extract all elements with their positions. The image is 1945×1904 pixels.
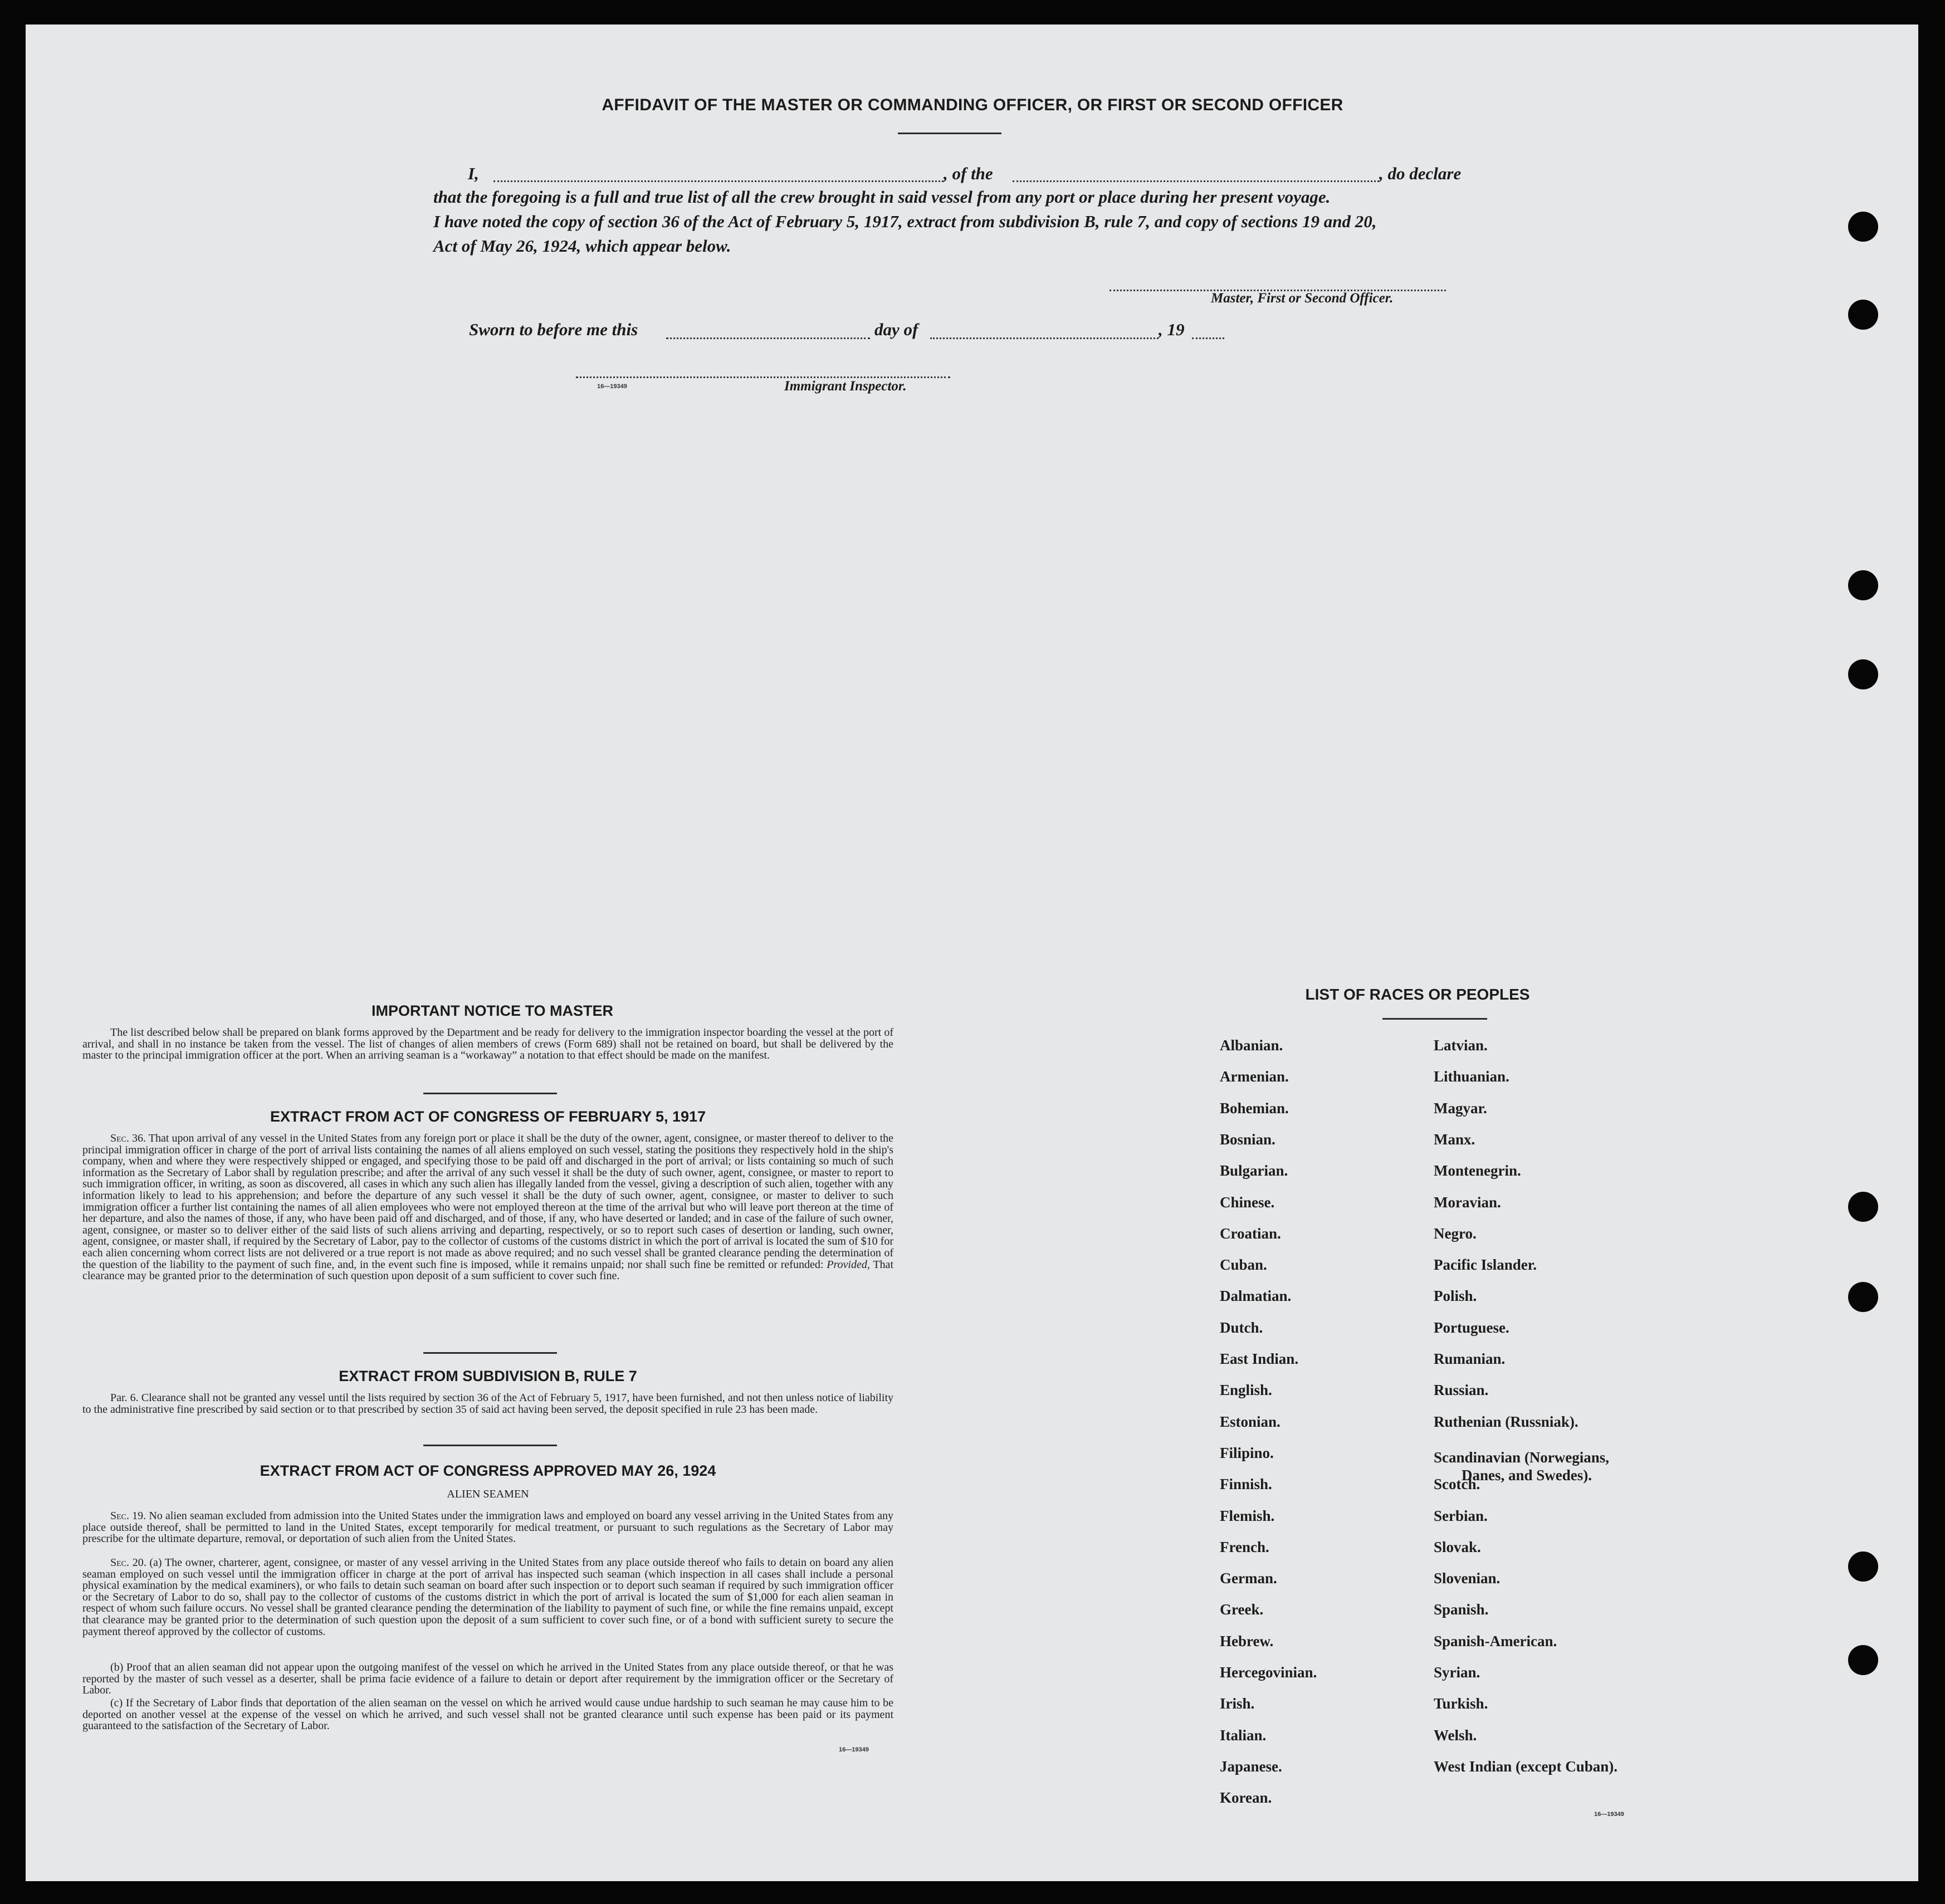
race-item: Japanese. bbox=[1220, 1758, 1282, 1775]
extract-1924-title: EXTRACT FROM ACT OF CONGRESS APPROVED MAY 26, 1924 bbox=[260, 1462, 716, 1479]
section-label: Sec. 20. bbox=[110, 1557, 146, 1569]
section-divider bbox=[423, 1093, 557, 1094]
sworn-prefix: Sworn to before me this bbox=[469, 320, 638, 339]
sworn-day-of: day of bbox=[874, 320, 918, 339]
section-divider bbox=[423, 1445, 557, 1446]
provided-word: Provided, bbox=[827, 1258, 870, 1271]
race-item: Hebrew. bbox=[1220, 1632, 1274, 1650]
rule-7-title: EXTRACT FROM SUBDIVISION B, RULE 7 bbox=[339, 1368, 637, 1384]
race-item: Syrian. bbox=[1434, 1664, 1480, 1681]
race-item: Bosnian. bbox=[1220, 1130, 1276, 1148]
race-item: Slovak. bbox=[1434, 1538, 1481, 1555]
section-36-body: That upon arrival of any vessel in the United States from any foreign port or place it shall be the duty of the owner, agent, consignee, or master thereof to deliver to the principal immigration officer in charge of the port of arrival lists containing the names of all aliens employed on such vessel, stating the positions they respectively hold in the ship's company, when and where they were respectively shipped or engaged, and specifying those to be paid off and discharged in the port of arrival; or lists containing so much of such information as the Secretary of Labor shall by regulation prescribe; and after the arrival of any such vessel it shall be the duty of such owner, agent, consignee, or master to report to such immigration officer, in writing, as soon as discovered, all cases in which any such alien has illegally landed from the vessel, giving a description of such alien, together with any information likely to lead to his apprehension; and before the departure of any such vessel it shall be the duty of such owner, agent, consignee, or master to deliver to such immigration officer a further list containing the names of all alien employees who were not employed thereon at the time of the arrival but who will leave port thereon at the time of her departure, and also the names of those, if any, who have been paid off and discharged, and of those, if any, who have deserted or landed; and in case of the failure of such owner, agent, consignee, or master so to deliver either of the said lists of such aliens arriving and departing, respectively, or so to report such cases of desertion or landing, such owner, agent, consignee, or master shall, if required by the Secretary of Labor, pay to the collector of customs of the customs district in which the port of arrival is located the sum of $10 for each alien concerning whom correct lists are not delivered or a true report is not made as above required; and no such vessel shall be granted clearance pending the determination of the question of the liability to the payment of such fine, and, in the event such fine is imposed, while it remains unpaid; nor shall such fine be remitted or refunded: bbox=[82, 1132, 894, 1271]
name-blank[interactable] bbox=[493, 180, 944, 182]
race-item: Moravian. bbox=[1434, 1193, 1501, 1211]
race-item: Slovenian. bbox=[1434, 1570, 1501, 1587]
section-divider bbox=[423, 1352, 557, 1354]
notice-title: IMPORTANT NOTICE TO MASTER bbox=[372, 1002, 613, 1019]
race-item: Flemish. bbox=[1220, 1507, 1275, 1524]
section-20a-text bbox=[82, 1557, 893, 1637]
race-item: Cuban. bbox=[1220, 1256, 1267, 1274]
race-item: Scotch. bbox=[1434, 1476, 1480, 1493]
title-divider bbox=[898, 133, 1001, 134]
race-item: Russian. bbox=[1434, 1382, 1489, 1399]
section-19-body: No alien seaman excluded from admission into the United States under the immigration laws and employed on board any vessel arriving in the United States from any place outside thereof, shall be permitted to land in the United States, except temporarily for medical treatment, or pursuant to such regulations as the Secretary of Labor may prescribe for the ultimate departure, removal, or deportation of such alien from the United States. bbox=[82, 1510, 894, 1545]
race-item: Albanian. bbox=[1220, 1037, 1283, 1054]
race-item: Bulgarian. bbox=[1220, 1162, 1288, 1179]
affidavit-of-the: , of the bbox=[944, 164, 993, 183]
race-item: Spanish-American. bbox=[1434, 1632, 1557, 1650]
race-item: Portuguese. bbox=[1434, 1319, 1509, 1336]
race-item: Filipino. bbox=[1220, 1444, 1274, 1461]
section-label: Sec. 19. bbox=[110, 1510, 146, 1522]
rule-7-text: Par. 6. Clearance shall not be granted any vessel until the lists required by section 36 of the Act of February 5, 1917, have been furnished, and not then unless notice of liability to the administrative fine prescribed by said section or to that prescribed by section 35 of said act having been served, the deposit specified in rule 23 has been made. bbox=[82, 1392, 893, 1416]
alien-seamen-subtitle: ALIEN SEAMEN bbox=[447, 1488, 529, 1500]
extract-1917-title: EXTRACT FROM ACT OF CONGRESS OF FEBRUARY 5, 1917 bbox=[270, 1108, 706, 1125]
race-item: Hercegovinian. bbox=[1220, 1664, 1317, 1681]
affidavit-declare: , do declare bbox=[1379, 164, 1462, 183]
race-item: Italian. bbox=[1220, 1726, 1267, 1744]
punch-hole bbox=[1848, 659, 1878, 689]
race-item: Ruthenian (Russniak). bbox=[1434, 1413, 1579, 1430]
form-number: 16—19349 bbox=[1594, 1811, 1624, 1818]
race-item: Greek. bbox=[1220, 1601, 1264, 1618]
inspector-label: Immigrant Inspector. bbox=[784, 379, 907, 394]
extract-1917-text bbox=[82, 1133, 893, 1282]
affidavit-i: I, bbox=[468, 164, 479, 183]
section-36-end: That clearance may be granted prior to the determination of such question upon deposit of a sum sufficient to cover such fine. bbox=[82, 1258, 893, 1283]
race-item: Lithuanian. bbox=[1434, 1068, 1509, 1085]
section-19-text bbox=[82, 1510, 893, 1545]
punch-hole bbox=[1848, 1645, 1878, 1675]
punch-hole bbox=[1848, 1282, 1878, 1312]
race-item: Croatian. bbox=[1220, 1225, 1281, 1242]
race-item: Rumanian. bbox=[1434, 1350, 1506, 1367]
form-number: 16—19349 bbox=[839, 1746, 869, 1753]
race-item: Latvian. bbox=[1434, 1037, 1488, 1054]
race-item: Negro. bbox=[1434, 1225, 1477, 1242]
race-item: Welsh. bbox=[1434, 1726, 1477, 1744]
race-item: Spanish. bbox=[1434, 1601, 1489, 1618]
affidavit-title: AFFIDAVIT OF THE MASTER OR COMMANDING OFFICER, OR FIRST OR SECOND OFFICER bbox=[602, 96, 1343, 114]
race-item: Polish. bbox=[1434, 1288, 1477, 1305]
race-item: German. bbox=[1220, 1570, 1277, 1587]
race-item: French. bbox=[1220, 1538, 1269, 1555]
affidavit-line-4: Act of May 26, 1924, which appear below. bbox=[433, 236, 731, 256]
race-item: Korean. bbox=[1220, 1789, 1272, 1807]
races-title: LIST OF RACES OR PEOPLES bbox=[1305, 986, 1530, 1003]
sworn-day-blank[interactable] bbox=[666, 337, 870, 339]
race-item: Pacific Islander. bbox=[1434, 1256, 1537, 1274]
master-signature-label: Master, First or Second Officer. bbox=[1211, 291, 1394, 306]
inspector-signature-line[interactable] bbox=[576, 376, 950, 378]
punch-hole bbox=[1848, 1551, 1878, 1582]
race-item: Chinese. bbox=[1220, 1193, 1275, 1211]
race-item: Bohemian. bbox=[1220, 1099, 1289, 1117]
sworn-year: , 19 bbox=[1159, 320, 1185, 339]
punch-hole bbox=[1848, 1192, 1878, 1222]
race-item: Manx. bbox=[1434, 1130, 1475, 1148]
section-label: Sec. 36. bbox=[110, 1132, 146, 1144]
notice-text: The list described below shall be prepared on blank forms approved by the Department and be ready for delivery to the immigration inspector boarding the vessel at the port of arrival, and shall in no instance be taken from the vessel. The list of changes of alien members of crews (Form 689) shall not be retained on board, but shall be delivered by the master to the principal immigration officer at the port. When an arriving seaman is a “workaway” a notation to that effect should be made on the manifest. bbox=[82, 1026, 893, 1062]
race-item: Estonian. bbox=[1220, 1413, 1281, 1430]
form-number: 16—19349 bbox=[597, 383, 627, 390]
race-item: English. bbox=[1220, 1382, 1272, 1399]
vessel-blank[interactable] bbox=[1013, 180, 1379, 182]
race-item: Finnish. bbox=[1220, 1476, 1272, 1493]
race-item: Serbian. bbox=[1434, 1507, 1488, 1524]
sworn-month-blank[interactable] bbox=[930, 337, 1159, 339]
affidavit-line-3: I have noted the copy of section 36 of the Act of February 5, 1917, extract from subdivision B, rule 7, and copy of sections 19 and 20, bbox=[433, 212, 1377, 231]
race-item: East Indian. bbox=[1220, 1350, 1299, 1367]
race-item: Dutch. bbox=[1220, 1319, 1263, 1336]
race-item: Armenian. bbox=[1220, 1068, 1289, 1085]
sworn-year-blank[interactable] bbox=[1192, 337, 1224, 339]
punch-hole bbox=[1848, 300, 1878, 330]
section-20c-text: (c) If the Secretary of Labor finds that deportation of the alien seaman on the vessel on which he arrived would cause undue hardship to such seaman he may cause him to be deported on another vessel at the expense of the vessel on which he arrived, and such vessel shall not be granted clearance until such expense has been paid or its payment guaranteed to the satisfaction of the Secretary of Labor. bbox=[82, 1697, 893, 1732]
punch-hole bbox=[1848, 212, 1878, 242]
race-item: Danes, and Swedes). bbox=[1462, 1466, 1592, 1484]
race-item: Irish. bbox=[1220, 1695, 1255, 1712]
races-divider bbox=[1382, 1018, 1487, 1020]
section-20a-body: (a) The owner, charterer, agent, consignee, or master of any vessel arriving in the United States from any place outside thereof who fails to detain on board any alien seaman employed on such vessel until the immigration officer in charge at the port of arrival has inspected such seaman (which inspection in all cases shall include a personal physical examination by the medical examiners), or who fails to detain such seaman on board after such inspection or to deport such seaman if required by such immigration officer or the Secretary of Labor to do so, shall pay to the collector of customs of the customs district in which the port of arrival is located the sum of $1,000 for each alien seaman in respect of whom such failure occurs. No vessel shall be granted clearance pending the determination of the liability to payment of such fine, or while the fine remains unpaid, except that clearance may be granted prior to the determination of such question upon the deposit of a sum sufficient to cover such fine, or of a bond with sufficient surety to secure the payment thereof approved by the collector of customs. bbox=[82, 1557, 893, 1638]
race-item: Magyar. bbox=[1434, 1099, 1487, 1117]
race-item: Dalmatian. bbox=[1220, 1288, 1292, 1305]
race-item: Montenegrin. bbox=[1434, 1162, 1521, 1179]
affidavit-line-2: that the foregoing is a full and true list of all the crew brought in said vessel from any port or place during her present voyage. bbox=[433, 187, 1331, 207]
punch-hole bbox=[1848, 570, 1878, 600]
race-item: West Indian (except Cuban). bbox=[1434, 1758, 1618, 1775]
race-item: Scandinavian (Norwegians, bbox=[1434, 1448, 1610, 1466]
race-item: Turkish. bbox=[1434, 1695, 1488, 1712]
section-20b-text: (b) Proof that an alien seaman did not appear upon the outgoing manifest of the vessel on which he arrived in the United States from any place outside thereof, or that he was reported by the master of such vessel as a deserter, shall be prima facie evidence of a failure to detain or deport after requirement by the immigration officer or the Secretary of Labor. bbox=[82, 1661, 893, 1697]
